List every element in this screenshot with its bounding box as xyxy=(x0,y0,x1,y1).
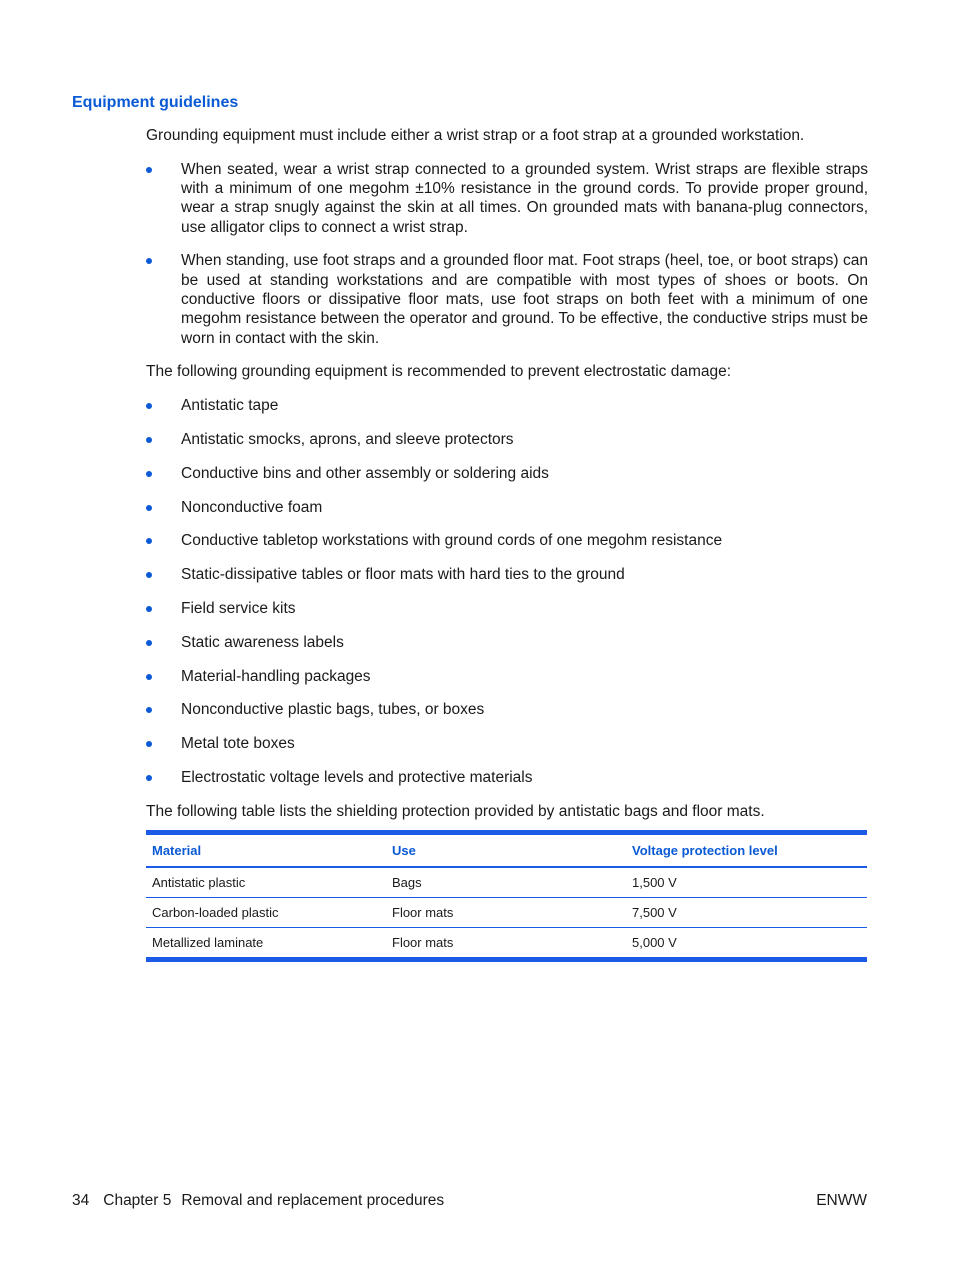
list-item xyxy=(146,565,868,584)
table-cell: 5,000 V xyxy=(632,935,677,950)
table-cell: 1,500 V xyxy=(626,867,867,898)
bullet-icon xyxy=(146,741,152,747)
table-intro-paragraph: The following table lists the shielding protection provided by antistatic bags and floor mats. xyxy=(146,802,765,820)
column-header-material: Material xyxy=(146,833,386,868)
bullet-icon xyxy=(146,167,152,173)
list-item xyxy=(146,667,868,686)
list-item-text: Metal tote boxes xyxy=(181,735,295,753)
chapter-label: Chapter 5 xyxy=(103,1192,172,1209)
section-heading: Equipment guidelines xyxy=(72,94,239,111)
table-cell: Metallized laminate xyxy=(152,935,264,950)
list-item xyxy=(146,396,868,415)
bullet-icon xyxy=(146,437,152,443)
column-header-use: Use xyxy=(386,833,626,868)
bullet-icon xyxy=(146,606,152,612)
list-item-text: Conductive bins and other assembly or soldering aids xyxy=(181,464,549,482)
table-row xyxy=(146,898,867,928)
table-row xyxy=(146,928,867,960)
list-item xyxy=(146,633,868,652)
bullet-icon xyxy=(146,538,152,544)
table-header-row xyxy=(146,833,867,868)
list-item-text: Conductive tabletop workstations with ground cords of one megohm resistance xyxy=(181,532,723,550)
list-item xyxy=(146,430,868,449)
list-item-text: Material-handling packages xyxy=(181,667,371,685)
table-cell: 7,500 V xyxy=(626,898,867,928)
list-item-text: Electrostatic voltage levels and protective materials xyxy=(181,769,533,787)
strap-bullet-list xyxy=(146,160,868,348)
list-item xyxy=(146,464,868,483)
table-cell: Antistatic plastic xyxy=(146,867,386,898)
bullet-icon xyxy=(146,572,152,578)
page-number: 34 xyxy=(72,1192,90,1209)
table-cell: Carbon-loaded plastic xyxy=(146,898,386,928)
list-item xyxy=(146,498,868,517)
list-item xyxy=(146,734,868,753)
equipment-intro-paragraph: The following grounding equipment is recommended to prevent electrostatic damage: xyxy=(146,363,732,381)
bullet-icon xyxy=(146,258,152,264)
list-item-text: Antistatic tape xyxy=(181,397,279,415)
bullet-icon xyxy=(146,505,152,511)
intro-paragraph: Grounding equipment must include either a wrist strap or a foot strap at a grounded workstation. xyxy=(146,127,805,144)
list-item-text: When seated, wear a wrist strap connected to a grounded system. Wrist straps are flexible straps with a minimum of one megohm ±10% resistance in the ground cords. To provide proper ground, wear a strap snugly against the skin at all times. On grounded mats with banana-plug connectors, use alligator clips to connect a wrist strap. xyxy=(181,160,868,236)
page-footer-left xyxy=(72,1192,444,1210)
bullet-icon xyxy=(146,707,152,713)
equipment-bullet-list xyxy=(146,396,868,787)
doc-code: ENWW xyxy=(816,1192,867,1209)
bullet-icon xyxy=(146,403,152,409)
chapter-title: Removal and replacement procedures xyxy=(181,1192,445,1209)
list-item-text: Static awareness labels xyxy=(181,633,344,651)
list-item xyxy=(146,700,868,719)
bullet-icon xyxy=(146,640,152,646)
bullet-icon xyxy=(146,775,152,781)
table-cell: Bags xyxy=(386,867,626,898)
column-header-voltage: Voltage protection level xyxy=(626,833,867,868)
list-item xyxy=(146,768,868,787)
section-body xyxy=(146,126,868,836)
table-cell: Floor mats xyxy=(386,898,626,928)
list-item-text: When standing, use foot straps and a grounded floor mat. Foot straps (heel, toe, or boot straps) can be used at standing workstations and are compatible with most types of shoes or boots. On conductive floors or dissipative floor mats, use foot straps on both feet with a minimum of one megohm resistance between the operator and ground. To be effective, the conductive strips must be worn in contact with the skin. xyxy=(181,252,868,347)
bullet-icon xyxy=(146,471,152,477)
list-item-text: Static-dissipative tables or floor mats with hard ties to the ground xyxy=(181,566,625,584)
list-item xyxy=(146,160,868,237)
list-item-text: Antistatic smocks, aprons, and sleeve protectors xyxy=(181,431,514,449)
shielding-protection-table xyxy=(146,830,867,962)
bullet-icon xyxy=(146,674,152,680)
table-row xyxy=(146,867,867,898)
list-item-text: Nonconductive plastic bags, tubes, or boxes xyxy=(181,701,485,719)
list-item xyxy=(146,599,868,618)
list-item-text: Field service kits xyxy=(181,600,296,618)
table-cell: Floor mats xyxy=(392,935,454,950)
list-item xyxy=(146,531,868,550)
list-item xyxy=(146,251,868,347)
list-item-text: Nonconductive foam xyxy=(181,498,323,516)
